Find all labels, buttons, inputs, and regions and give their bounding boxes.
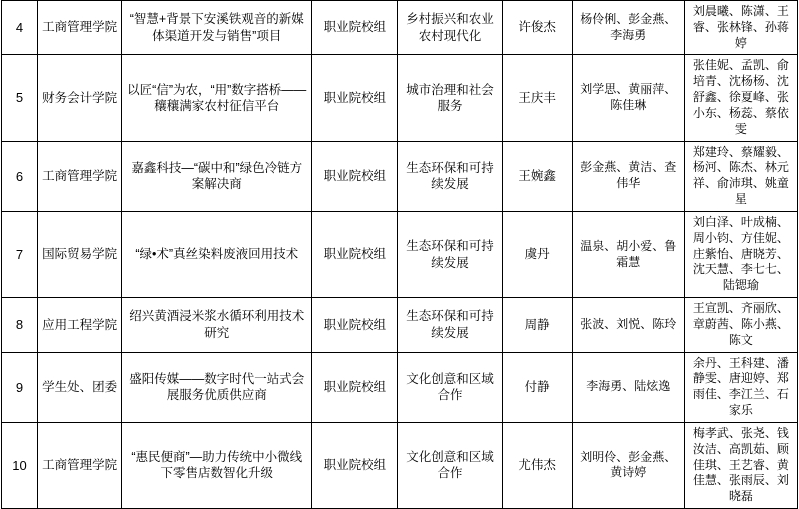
table-row [2,1,798,55]
cell-project-title: “绿•术”真丝染料废液回用技术 [122,211,312,297]
cell-leader: 王庆丰 [502,55,572,141]
cell-serial-number: 4 [2,1,38,55]
cell-team-members: 刘明伶、彭金燕、黄诗婷 [572,422,684,508]
table-row [2,298,798,352]
table-body [2,1,798,509]
table-row [2,141,798,211]
cell-leader: 付静 [502,352,572,422]
cell-serial-number: 8 [2,298,38,352]
table-row [2,422,798,508]
cell-advisors: 王宣凯、齐丽欣、章蔚茜、陈小燕、陈文 [684,298,797,352]
cell-leader: 虞丹 [502,211,572,297]
cell-team-members: 张波、刘悦、陈玲 [572,298,684,352]
table-row [2,352,798,422]
cell-leader: 王婉鑫 [502,141,572,211]
cell-leader: 周静 [502,298,572,352]
cell-college: 国际贸易学院 [38,211,122,297]
cell-college: 工商管理学院 [38,422,122,508]
cell-project-title: 以匠“信”为农，“用”数字搭桥——穰穰满家农村征信平台 [122,55,312,141]
cell-advisors: 郑建玲、蔡耀毅、杨河、陈杰、林元祥、俞沛琪、姚童星 [684,141,797,211]
cell-college: 工商管理学院 [38,1,122,55]
cell-team-members: 李海勇、陆炫逸 [572,352,684,422]
cell-project-title: 盛阳传媒——数字时代一站式会展服务优质供应商 [122,352,312,422]
cell-track: 城市治理和社会服务 [398,55,502,141]
cell-serial-number: 7 [2,211,38,297]
cell-college: 工商管理学院 [38,141,122,211]
cell-serial-number: 9 [2,352,38,422]
cell-college: 应用工程学院 [38,298,122,352]
cell-project-title: 嘉鑫科技—“碳中和”绿色冷链方案解决商 [122,141,312,211]
cell-leader: 许俊杰 [502,1,572,55]
cell-advisors: 刘晨曦、陈潇、王睿、张林锋、孙蒋婷 [684,1,797,55]
cell-advisors: 张佳妮、孟凯、俞培青、沈杨杨、沈舒鑫、徐夏峰、张小东、杨蕊、蔡依雯 [684,55,797,141]
cell-team-members: 刘学思、黄丽萍、陈佳琳 [572,55,684,141]
cell-track: 文化创意和区域合作 [398,352,502,422]
cell-group: 职业院校组 [312,422,398,508]
cell-track: 文化创意和区域合作 [398,422,502,508]
cell-track: 生态环保和可持续发展 [398,298,502,352]
table-row [2,55,798,141]
cell-advisors: 刘白泽、叶成楠、周小钧、方佳妮、庄紫怡、唐晓芳、沈天慧、李七七、陆锶瑜 [684,211,797,297]
cell-track: 乡村振兴和农业农村现代化 [398,1,502,55]
cell-team-members: 杨伶俐、彭金燕、李海勇 [572,1,684,55]
cell-track: 生态环保和可持续发展 [398,211,502,297]
cell-project-title: 绍兴黄酒浸米浆水循环利用技术研究 [122,298,312,352]
cell-project-title: “智慧+背景下安溪铁观音的新媒体渠道开发与销售”项目 [122,1,312,55]
cell-project-title: “惠民便商”—助力传统中小微线下零售店数智化升级 [122,422,312,508]
cell-college: 财务会计学院 [38,55,122,141]
cell-advisors: 梅孝武、张尧、钱汝洁、高凯茹、顾佳琪、王艺睿、黄佳慧、张雨辰、刘晓磊 [684,422,797,508]
table-row [2,211,798,297]
cell-group: 职业院校组 [312,298,398,352]
project-list-table [1,0,798,509]
cell-leader: 尤伟杰 [502,422,572,508]
cell-group: 职业院校组 [312,55,398,141]
cell-serial-number: 6 [2,141,38,211]
cell-college: 学生处、团委 [38,352,122,422]
cell-group: 职业院校组 [312,1,398,55]
cell-team-members: 温泉、胡小爱、鲁霜慧 [572,211,684,297]
cell-serial-number: 5 [2,55,38,141]
cell-team-members: 彭金燕、黄洁、查伟华 [572,141,684,211]
cell-serial-number: 10 [2,422,38,508]
cell-group: 职业院校组 [312,211,398,297]
cell-advisors: 余丹、王科建、潘静雯、唐迎婷、郑雨佳、李江兰、石家乐 [684,352,797,422]
cell-track: 生态环保和可持续发展 [398,141,502,211]
cell-group: 职业院校组 [312,352,398,422]
cell-group: 职业院校组 [312,141,398,211]
